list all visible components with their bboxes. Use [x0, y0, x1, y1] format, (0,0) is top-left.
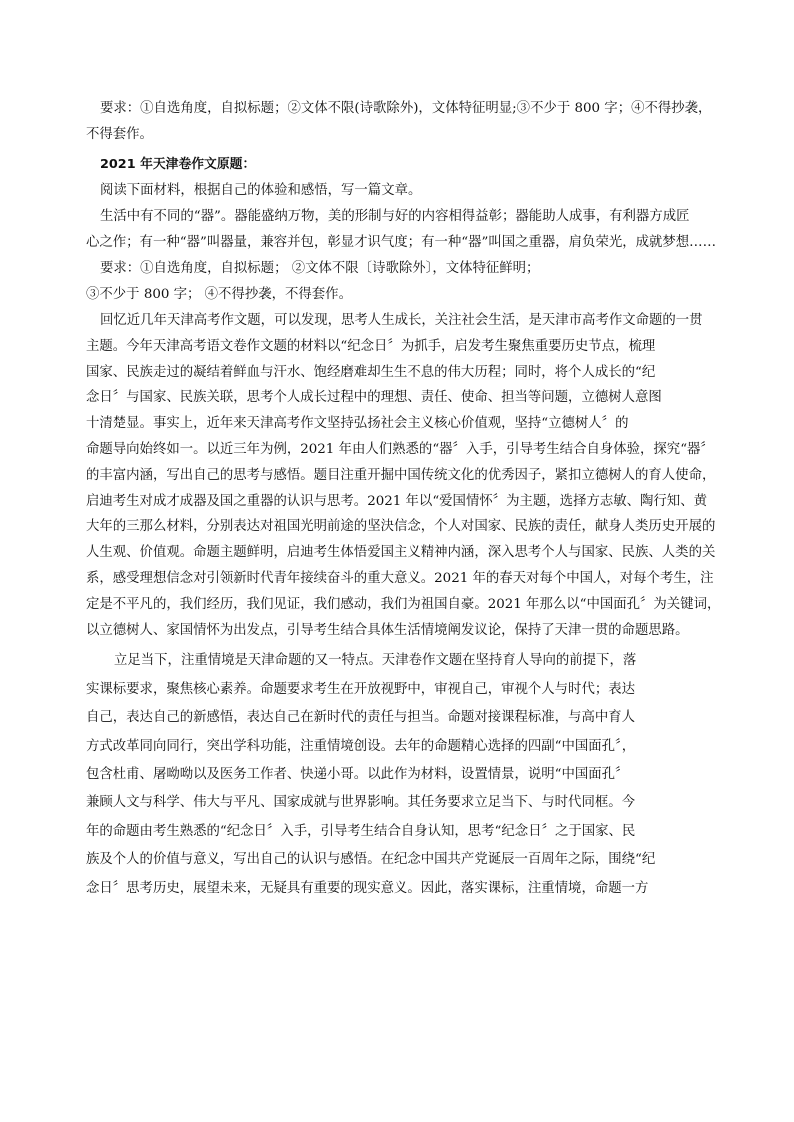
paragraph-line: 的丰富内涵，写出自己的思考与感悟。题目注重开掘中国传统文化的优秀因子，紧扣立德树人的育人使命，	[86, 467, 716, 483]
paragraph-line: 十清楚显。事实上，近年来天津高考作文坚持弘扬社会主义核心价值观，坚持“立德树人〞的	[86, 416, 629, 432]
paragraph-line: 立足当下，注重情境是天津命题的又一特点。天津卷作文题在坚持育人导向的前提下，落	[114, 653, 637, 669]
intro-block	[86, 96, 740, 308]
paragraph-recall	[86, 308, 740, 643]
paragraph-line: 国家、民族走过的凝结着鲜血与汗水、饱经磨难却生生不息的伟大历程；同时，将个人成长的“纪	[86, 364, 656, 380]
paragraph-line: 大年的三那么材料，分别表达对祖国光明前途的坚決信念，个人对国家、民族的责任，献身人类历史开展的	[86, 519, 716, 535]
material-line: 心之作；有一种“器”叫器量，兼容并包，彰显才识气度；有一种“器”叫国之重器，肩负荣光，成就梦想……	[86, 235, 716, 250]
paragraph-line: 命题导向始终如一。以近三年为例，2021 年由人们熟悉的“器〞入手，引导考生结合自身体验，探究“器〞	[86, 441, 714, 457]
requirement-line: 不得套作。	[86, 127, 153, 142]
paragraph-line: 念日〞思考历史，展望未来，无疑具有重要的现实意义。因此，落实课标，注重情境，命题一方	[86, 880, 649, 896]
paragraph-line: 年的命题由考生熟悉的“纪念日〞入手，引导考生结合自身认知，思考“纪念日〞之于国家、民	[86, 823, 636, 839]
paragraph-line: 实课标要求，聚焦核心素养。命题要求考生在开放视野中，审视自己，审视个人与时代；表达	[86, 681, 636, 697]
paragraph-line: 兼顾人文与科学、伟大与平凡、国家成就与世界影响。其任务要求立足当下、与时代同框。今	[86, 795, 636, 811]
paragraph-line: 人生观、价值观。命题主题鲜明，启迪考生体悟爱国主义精神内涵，深入思考个人与国家、民族、人类的关	[86, 545, 716, 561]
paragraph-line: 族及个人的价值与意义，写出自己的认识与感悟。在纪念中国共产党诞辰一百周年之际，围绕“纪	[86, 852, 656, 868]
paragraph-line: 主题。今年天津高考语文卷作文题的材料以“纪念日〞为抓手，启发考生聚焦重要历史节点，梳理	[86, 338, 656, 354]
paragraph-line: 包含杜甫、屠呦呦以及医务工作者、快递小哥。以此作为材料，设置情景，说明“中国面孔〞	[86, 766, 629, 782]
requirement-line: 要求：①自选角度，自拟标题； ②文体不限〔诗歌除外〕，文体特征鲜明；	[100, 261, 540, 276]
requirement-line: 要求：①自选角度，自拟标题；②文体不限(诗歌除外)，文体特征明显;③不少于 800 字；④不得抄袭，	[100, 101, 712, 116]
requirement-line: ③不少于 800 字； ④不得抄袭，不得套作。	[86, 287, 352, 302]
paragraph-line: 念日〞与国家、民族关联，思考个人成长过程中的理想、责任、使命、担当等问题，立德树人意图	[86, 390, 662, 406]
paragraph-context	[86, 647, 740, 903]
material-line: 生活中有不同的“器”。器能盛纳万物，美的形制与好的内容相得益彰；器能助人成事，有利器方成匠	[100, 209, 690, 224]
section-heading: 2021 年天津卷作文原题：	[100, 157, 256, 172]
paragraph-line: 回忆近几年天津高考作文题，可以发现，思考人生成长，关注社会生活，是天津市高考作文命题的一贯	[100, 313, 703, 328]
paragraph-line: 以立德树人、家国情怀为出发点，引导考生结合具体生活情境阐发议论，保持了天津一贯的命题思路。	[86, 622, 689, 638]
paragraph-line: 系，感受理想信念对引领新时代青年接续奋斗的重大意义。2021 年的春天对每个中国人，对每个考生，注	[86, 570, 714, 586]
paragraph-line: 定是不平凡的，我们经历，我们见证，我们感动，我们为祖国自豪。2021 年那么以“中国面孔〞为关键词，	[86, 596, 721, 612]
paragraph-line: 方式改革同向同行，突出学科功能，注重情境创设。去年的命题精心选择的四副“中国面孔〞，	[86, 738, 636, 754]
paragraph-line: 启迪考生对成才成器及国之重器的认识与思考。2021 年以“爱国情怀〞为主题，选择方志敏、陶行知、黄	[86, 493, 707, 509]
paragraph-line: 自己，表达自己的新感悟，表达自己在新时代的责任与担当。命题对接课程标准，与高中育人	[86, 710, 636, 726]
prompt-line: 阅读下面材料，根据自己的体验和感悟，写一篇文章。	[100, 183, 422, 198]
